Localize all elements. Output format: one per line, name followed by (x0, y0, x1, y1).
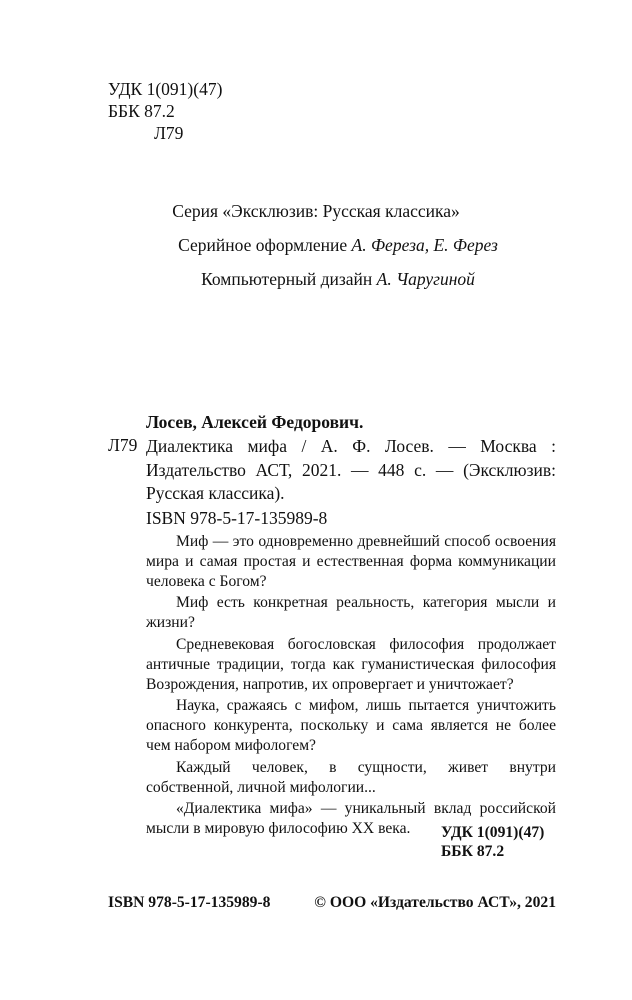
author-heading: Лосев, Алексей Федорович. (146, 412, 364, 432)
udk-code-bottom: УДК 1(091)(47) (441, 824, 545, 841)
annotation-paragraph: Наука, сражаясь с мифом, лишь пытается уничтожить опасного конкурента, поскольку и сама является не более чем набором мифологем? (146, 697, 556, 754)
annotation-paragraph: Средневековая богословская философия продолжает античные традиции, тогда как гуманистическая философия Возрождения, напротив, их опровергает и уничтожает? (146, 635, 556, 693)
bbk-code: ББК 87.2 (108, 101, 175, 121)
computer-design-line (22, 262, 632, 296)
bibliographic-sign: Л79 (108, 435, 138, 455)
computer-design-label: Компьютерный дизайн (201, 269, 373, 289)
footer-copyright: © ООО «Издательство АСТ», 2021 (314, 894, 556, 911)
classification-block-top (108, 78, 222, 144)
series-line: Серия «Эксклюзив: Русская классика» (172, 201, 460, 221)
footer-isbn: ISBN 978-5-17-135989-8 (108, 894, 271, 911)
annotation-paragraph: «Диалектика мифа» — уникальный вклад российской мысли в мировую философию XX века. (146, 800, 556, 838)
author-sign: Л79 (154, 123, 184, 143)
bbk-code-bottom: ББК 87.2 (441, 843, 505, 860)
bibliographic-description: Диалектика мифа / А. Ф. Лосев. — Москва : Издательство АСТ, 2021. — 448 с. — (Эксклюзив: Русская классика). (146, 436, 556, 503)
design-label: Серийное оформление (178, 235, 348, 255)
annotation-paragraph: Миф есть конкретная реальность, категория мысли и жизни? (146, 594, 556, 632)
design-line (22, 228, 632, 262)
design-names: А. Фереза, Е. Ферез (351, 235, 498, 255)
classification-block-bottom (441, 823, 544, 861)
credits-block (0, 194, 632, 296)
annotation (146, 532, 556, 841)
isbn-line: ISBN 978-5-17-135989-8 (146, 508, 328, 528)
annotation-paragraph: Миф — это одновременно древнейший способ освоения мира и самая простая и естественная форма коммуникации человека с Богом? (146, 533, 556, 590)
udk-code: УДК 1(091)(47) (108, 79, 223, 99)
footer (108, 894, 556, 912)
computer-design-name: А. Чаругиной (376, 269, 475, 289)
annotation-paragraph: Каждый человек, в сущности, живет внутри собственной, личной мифологии... (146, 758, 556, 796)
